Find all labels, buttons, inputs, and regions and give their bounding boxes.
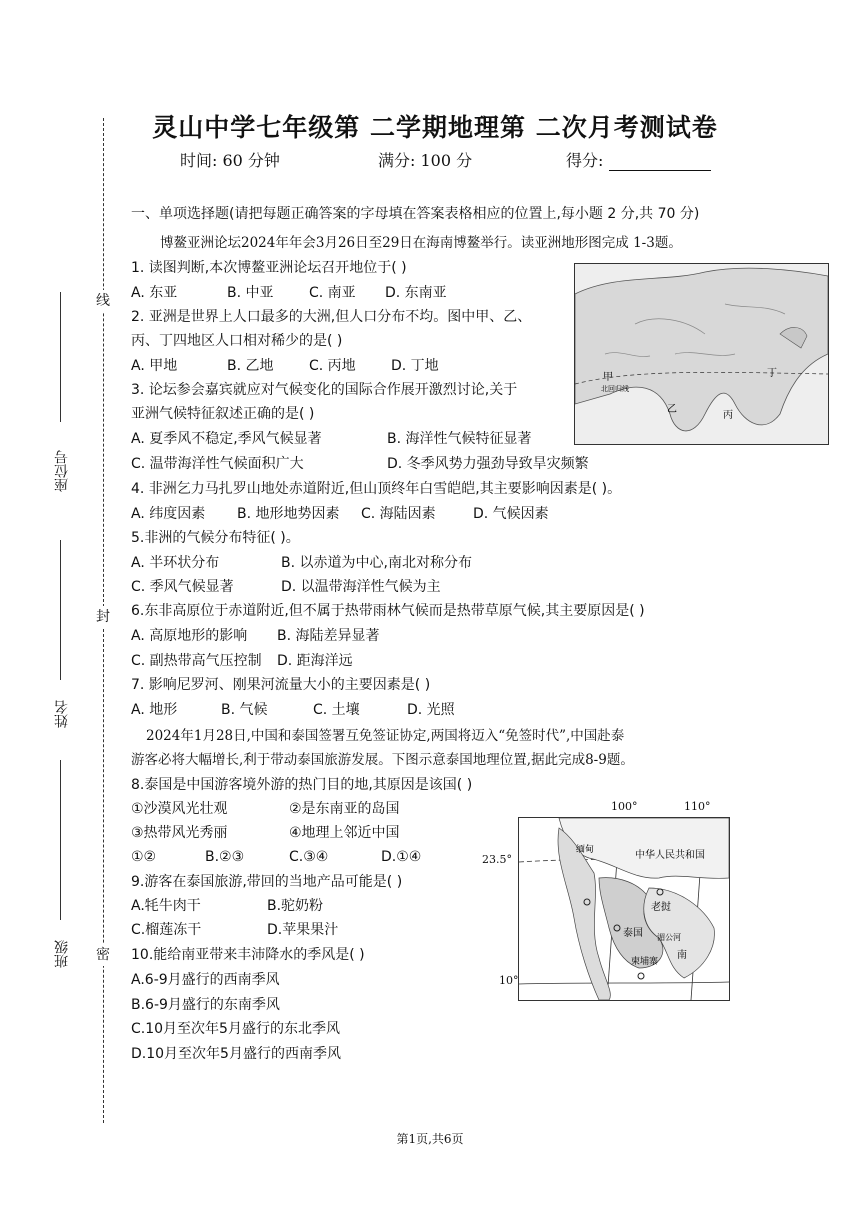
question-3: 3. 论坛参会嘉宾就应对气候变化的国际合作展开激烈讨论,关于 (131, 382, 518, 398)
map-label-yi: 乙 (667, 404, 677, 415)
option[interactable]: D. 距海洋远 (277, 653, 353, 669)
question-8-statements-row2 (131, 823, 400, 843)
section-heading: 一、单项选择题(请把每题正确答案的字母填在答案表格相应的位置上,每小题 2 分,共 70 分) (131, 206, 700, 222)
map2-lat23: 23.5° (482, 853, 512, 866)
option[interactable]: C. 海陆因素 (361, 506, 436, 522)
map2-label-cambodia: 柬埔寨 (631, 957, 659, 967)
map2-label-thailand: 泰国 (623, 928, 643, 939)
question-9: 9.游客在泰国旅游,带回的当地产品可能是( ) (131, 874, 403, 890)
asia-terrain-map (574, 263, 829, 445)
option[interactable]: C. 土壤 (313, 702, 360, 718)
option[interactable]: C.③④ (289, 849, 329, 865)
option[interactable]: B.②③ (205, 849, 245, 865)
option[interactable]: B. 乙地 (227, 358, 274, 374)
option[interactable]: A. 纬度因素 (131, 506, 206, 522)
option[interactable]: A. 地形 (131, 702, 178, 718)
option[interactable]: ①② (131, 849, 157, 865)
option[interactable]: A. 夏季风不稳定,季风气候显著 (131, 431, 322, 447)
option[interactable]: B. 中亚 (227, 285, 274, 301)
option[interactable]: B. 以赤道为中心,南北对称分布 (281, 555, 472, 571)
question-3-options-row1 (131, 429, 532, 449)
question-5: 5.非洲的气候分布特征( )。 (131, 530, 300, 546)
map-label-bing: 丙 (723, 410, 733, 421)
option[interactable]: B. 地形地势因素 (237, 506, 340, 522)
question-2: 2. 亚洲是世界上人口最多的大洲,但人口分布不均。图中甲、乙、 (131, 309, 532, 325)
binding-word-seal: 封 (92, 606, 114, 628)
question-2-options (131, 356, 439, 376)
thailand-location-map (518, 817, 730, 1001)
question-1-options (131, 283, 447, 303)
map2-label-burma: 缅甸 (576, 845, 595, 855)
question-5-options-row2 (131, 577, 441, 597)
question-1: 1. 读图判断,本次博鳌亚洲论坛召开地位于( ) (131, 260, 407, 276)
option[interactable]: B. 海洋性气候特征显著 (387, 431, 532, 447)
binding-word-secret: 密 (92, 944, 114, 966)
option[interactable]: C. 季风气候显著 (131, 579, 234, 595)
question-6-options-row1 (131, 626, 380, 646)
map2-label-china: 中华人民共和国 (635, 850, 705, 861)
question-8-statements-row1 (131, 799, 400, 819)
class-label: 班级 (54, 940, 70, 968)
intro-asia: 博鳌亚洲论坛2024年年会3月26日至29日在海南博鳌举行。读亚洲地形图完成 1-3题。 (160, 235, 682, 251)
option[interactable]: B.驼奶粉 (267, 898, 324, 914)
map2-lon110: 110° (684, 800, 711, 813)
map2-label-river: 湄公河 (657, 933, 681, 942)
question-8: 8.泰国是中国游客境外游的热门目的地,其原因是该国( ) (131, 777, 473, 793)
option[interactable]: D. 东南亚 (385, 285, 447, 301)
option[interactable]: D. 以温带海洋性气候为主 (281, 579, 441, 595)
exam-full-score: 满分: 100 分 (378, 151, 473, 170)
option[interactable]: B.6-9月盛行的东南季风 (131, 997, 280, 1013)
question-5-options-row1 (131, 553, 472, 573)
question-10: 10.能给南亚带来丰沛降水的季风是( ) (131, 947, 365, 963)
option[interactable]: D.苹果果汁 (267, 922, 339, 938)
map-label-jia: 甲 (603, 372, 613, 383)
option[interactable]: C. 副热带高气压控制 (131, 653, 262, 669)
statement: ③热带风光秀丽 (131, 825, 228, 841)
option[interactable]: B. 气候 (221, 702, 268, 718)
option[interactable]: D. 气候因素 (473, 506, 549, 522)
map2-lon100: 100° (611, 800, 638, 813)
name-label: 姓名 (54, 700, 70, 728)
map2-lat10: 10° (499, 974, 519, 987)
name-blank[interactable] (60, 540, 61, 680)
option[interactable]: A.6-9月盛行的西南季风 (131, 972, 280, 988)
question-6-options-row2 (131, 651, 353, 671)
exam-time: 时间: 60 分钟 (180, 151, 280, 170)
statement: ①沙漠风光壮观 (131, 801, 228, 817)
option[interactable]: D. 光照 (407, 702, 455, 718)
option[interactable]: A. 半环状分布 (131, 555, 220, 571)
question-6: 6.东非高原位于赤道附近,但不属于热带雨林气候而是热带草原气候,其主要原因是( ) (131, 603, 645, 619)
page-footer: 第1页,共6页 (396, 1132, 464, 1146)
map-label-tropic: 北回归线 (601, 385, 629, 393)
option[interactable]: A. 甲地 (131, 358, 178, 374)
seat-blank[interactable] (60, 292, 61, 422)
option[interactable]: C. 丙地 (309, 358, 356, 374)
seat-label: 座位号 (54, 450, 70, 492)
class-blank[interactable] (60, 760, 61, 920)
option[interactable]: D. 丁地 (391, 358, 439, 374)
option[interactable]: C. 南亚 (309, 285, 356, 301)
option[interactable]: A. 高原地形的影响 (131, 628, 248, 644)
option[interactable]: D.①④ (381, 849, 422, 865)
question-4: 4. 非洲乞力马扎罗山地处赤道附近,但山顶终年白雪皑皑,其主要影响因素是( )。 (131, 481, 622, 497)
question-9-options-row2 (131, 920, 338, 940)
map-label-ding: 丁 (767, 368, 777, 379)
option[interactable]: D. 冬季风势力强劲导致旱灾频繁 (387, 456, 589, 472)
option[interactable]: A. 东亚 (131, 285, 178, 301)
option[interactable]: D.10月至次年5月盛行的西南季风 (131, 1046, 341, 1062)
option[interactable]: A.牦牛肉干 (131, 898, 201, 914)
question-7: 7. 影响尼罗河、刚果河流量大小的主要因素是( ) (131, 677, 431, 693)
map2-label-laos: 老挝 (651, 902, 671, 913)
statement: ④地理上邻近中国 (289, 825, 400, 841)
binding-word-line: 线 (92, 290, 114, 312)
question-2-cont: 丙、丁四地区人口相对稀少的是( ) (131, 333, 343, 349)
question-3-cont: 亚洲气候特征叙述正确的是( ) (131, 406, 315, 422)
intro-thailand: 2024年1月28日,中国和泰国签署互免签证协定,两国将迈入“免签时代”,中国赴泰 (146, 728, 625, 744)
score-field[interactable] (566, 148, 711, 171)
statement: ②是东南亚的岛国 (289, 801, 400, 817)
question-9-options-row1 (131, 896, 323, 916)
intro-thailand-cont: 游客必将大幅增长,利于带动泰国旅游发展。下图示意泰国地理位置,据此完成8-9题。 (131, 752, 634, 768)
option[interactable]: B. 海陆差异显著 (277, 628, 380, 644)
question-4-options (131, 504, 549, 524)
option[interactable]: C.榴莲冻干 (131, 922, 202, 938)
question-3-options-row2 (131, 454, 589, 474)
option[interactable]: C.10月至次年5月盛行的东北季风 (131, 1021, 340, 1037)
score-label: 得分: (566, 151, 604, 170)
option[interactable]: C. 温带海洋性气候面积广大 (131, 456, 304, 472)
page-title: 灵山中学七年级第 二学期地理第 二次月考测试卷 (152, 113, 718, 142)
question-7-options (131, 700, 455, 720)
map2-label-vietnam: 南 (677, 950, 687, 961)
question-8-options (131, 847, 421, 867)
